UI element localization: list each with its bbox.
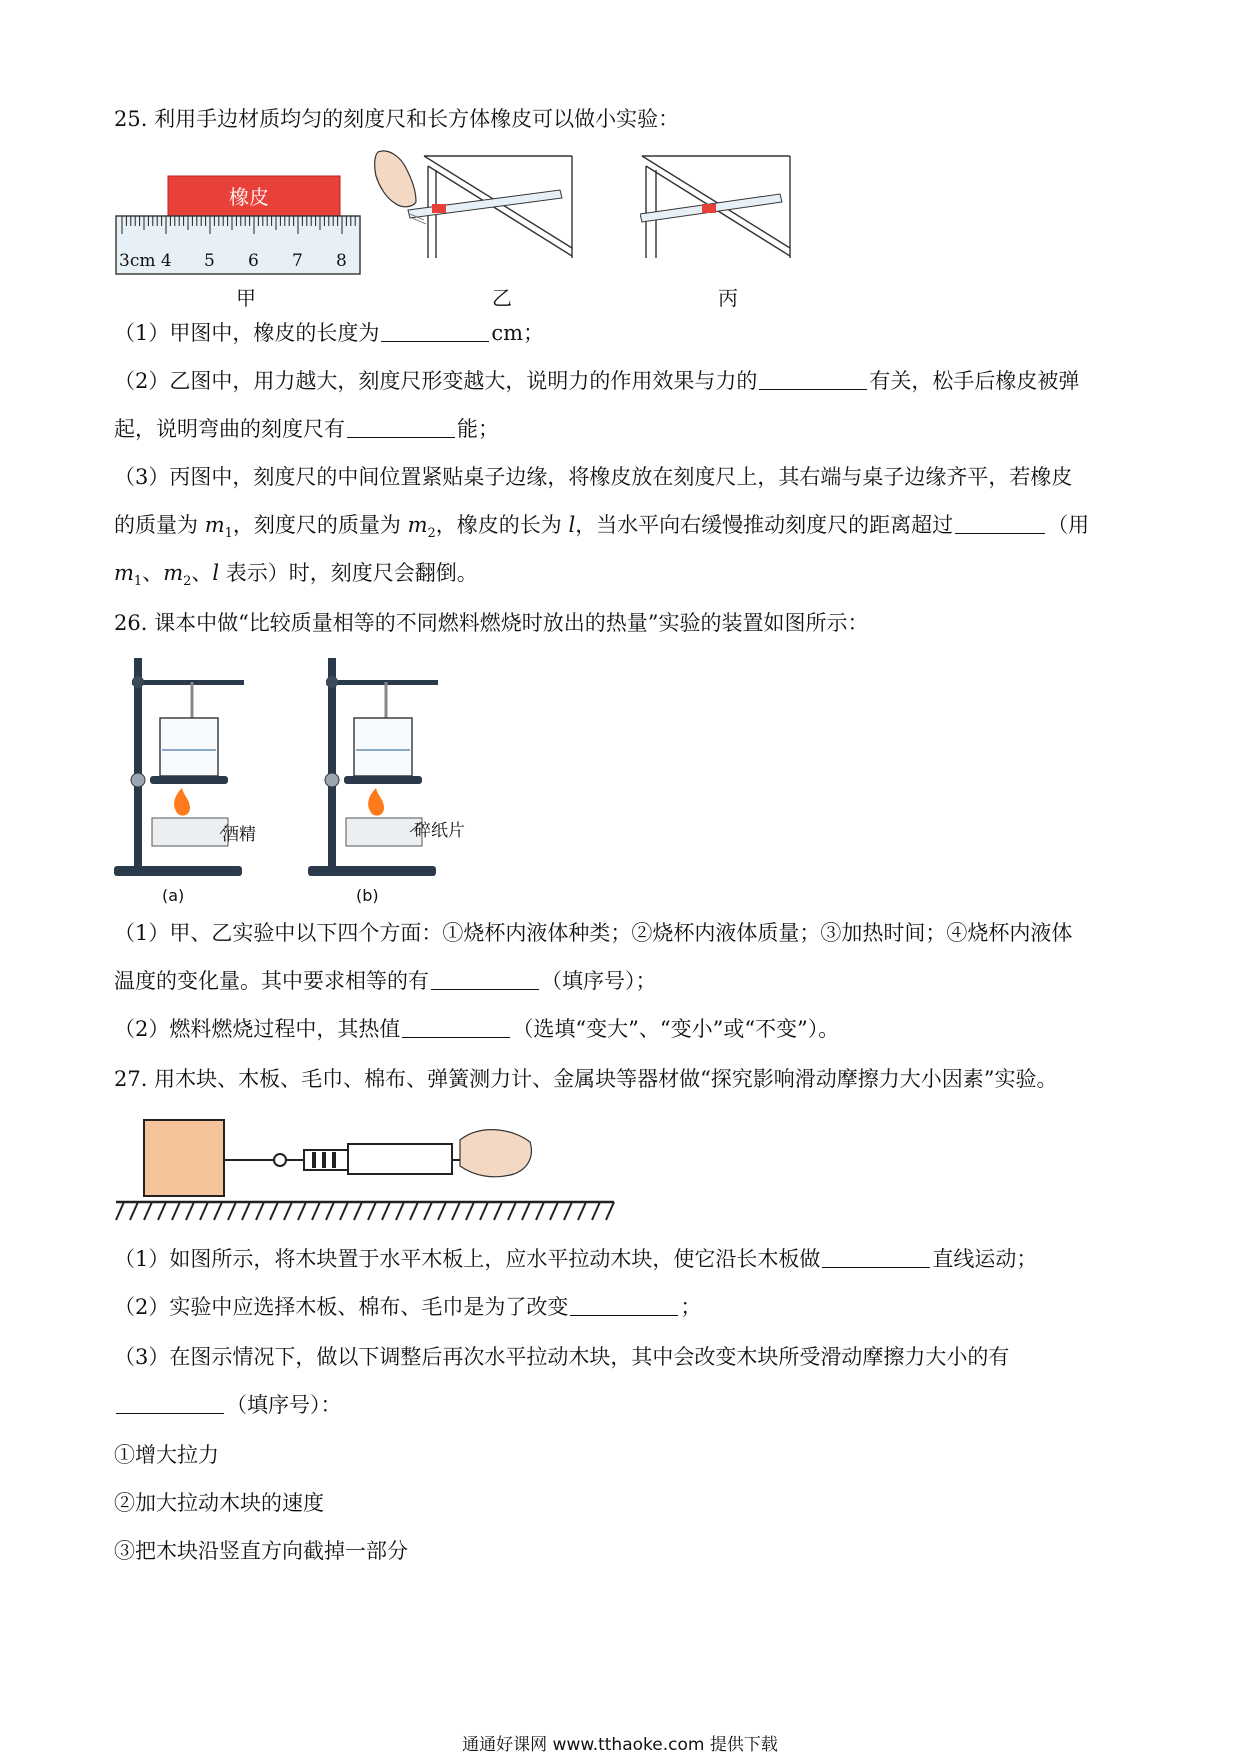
eraser-small xyxy=(432,204,446,213)
flame-icon xyxy=(174,788,190,816)
fuel-label-b: 碎纸片 xyxy=(414,821,465,841)
q27-option-3: ③把木块沿竖直方向截掉一部分 xyxy=(114,1539,408,1563)
heating-plate xyxy=(344,776,422,784)
q27-part3-line1: （3）在图示情况下，做以下调整后再次水平拉动木块，其中会改变木块所受滑动摩擦力大小的有 xyxy=(114,1345,1010,1369)
ruler-label-8: 8 xyxy=(336,251,347,271)
ruler-label-5: 5 xyxy=(204,251,215,271)
answer-blank[interactable] xyxy=(381,319,489,342)
q25-stem: 25. 利用手边材质均匀的刻度尺和长方体橡皮可以做小实验： xyxy=(114,107,680,131)
heating-plate xyxy=(150,776,228,784)
page-footer: 通通好课网 www.tthaoke.com 提供下载 xyxy=(462,1735,778,1755)
q25-part3-line3: $m_1$、$m_2$、l 表示）时，刻度尺会翻倒。 xyxy=(114,561,478,590)
q27-option-2: ②加大拉动木块的速度 xyxy=(114,1491,324,1515)
q25-part3-line1: （3）丙图中，刻度尺的中间位置紧贴桌子边缘，将橡皮放在刻度尺上，其右端与桌子边缘齐平，若橡皮 xyxy=(114,465,1073,489)
q27-part1: （1）如图所示，将木块置于水平木板上，应水平拉动木块，使它沿长木板做 直线运动； xyxy=(114,1247,1038,1271)
eraser-label: 橡皮 xyxy=(229,185,269,209)
caption-a: (a) xyxy=(162,886,185,905)
q26-part1-line1: （1）甲、乙实验中以下四个方面：①烧杯内液体种类；②烧杯内液体质量；③加热时间；④烧杯内液体 xyxy=(114,921,1073,945)
caption-bing: 丙 xyxy=(718,286,738,310)
answer-blank[interactable] xyxy=(402,1015,510,1038)
ruler-label-3cm4: 3cm 4 xyxy=(119,251,172,271)
answer-blank[interactable] xyxy=(347,415,455,438)
fuel-label-a: 酒精 xyxy=(222,825,256,845)
q25-figure-bing xyxy=(640,148,800,260)
q26-stem: 26. 课本中做“比较质量相等的不同燃料燃烧时放出的热量”实验的装置如图所示： xyxy=(114,611,869,635)
beaker xyxy=(160,718,218,776)
hook-icon xyxy=(274,1154,286,1166)
q25-part2-line2: 起，说明弯曲的刻度尺有 能； xyxy=(114,417,499,441)
q26-apparatus-b xyxy=(306,654,476,884)
spring-scale-body xyxy=(348,1144,452,1174)
hand-icon xyxy=(375,151,416,207)
q27-option-1: ①增大拉力 xyxy=(114,1443,219,1467)
ruler-label-6: 6 xyxy=(248,251,259,271)
hand-icon xyxy=(460,1130,531,1177)
q25-part3-line2: 的质量为 $m_1$，刻度尺的质量为 $m_2$，橡皮的长为 l，当水平向右缓慢推动刻度尺的距离超过 （用 xyxy=(114,513,1090,542)
ruler-label-7: 7 xyxy=(292,251,303,271)
ground-hatching xyxy=(116,1202,614,1220)
eraser-on-ruler xyxy=(702,204,716,213)
answer-blank[interactable] xyxy=(822,1245,930,1268)
answer-blank[interactable] xyxy=(116,1391,224,1414)
q26-part1-line2: 温度的变化量。其中要求相等的有 （填序号）； xyxy=(114,969,657,993)
wooden-block xyxy=(144,1120,224,1196)
flame-icon xyxy=(368,788,384,816)
q27-part2: （2）实验中应选择木板、棉布、毛巾是为了改变 ； xyxy=(114,1295,702,1319)
q25-part1: （1）甲图中，橡皮的长度为 cm； xyxy=(114,321,545,345)
q27-stem: 27. 用木块、木板、毛巾、棉布、弹簧测力计、金属块等器材做“探究影响滑动摩擦力大小因素”实验。 xyxy=(114,1067,1058,1091)
answer-blank[interactable] xyxy=(431,967,539,990)
q27-friction-figure xyxy=(114,1114,624,1232)
q26-apparatus-a xyxy=(112,654,262,884)
answer-blank[interactable] xyxy=(759,367,867,390)
caption-jia: 甲 xyxy=(236,286,256,310)
q25-figure-yi xyxy=(372,148,582,260)
burner xyxy=(152,818,228,846)
caption-yi: 乙 xyxy=(492,286,512,310)
q26-part2: （2）燃料燃烧过程中，其热值 （选填“变大”、“变小”或“不变”）。 xyxy=(114,1017,840,1041)
q27-part3-line2: （填序号）： xyxy=(114,1390,342,1420)
q25-figure-jia xyxy=(114,172,364,276)
answer-blank[interactable] xyxy=(955,511,1045,534)
caption-b: (b) xyxy=(356,886,379,905)
answer-blank[interactable] xyxy=(570,1293,678,1316)
q25-part2-line1: （2）乙图中，用力越大，刻度尺形变越大，说明力的作用效果与力的 有关，松手后橡皮被弹 xyxy=(114,369,1080,393)
beaker xyxy=(354,718,412,776)
